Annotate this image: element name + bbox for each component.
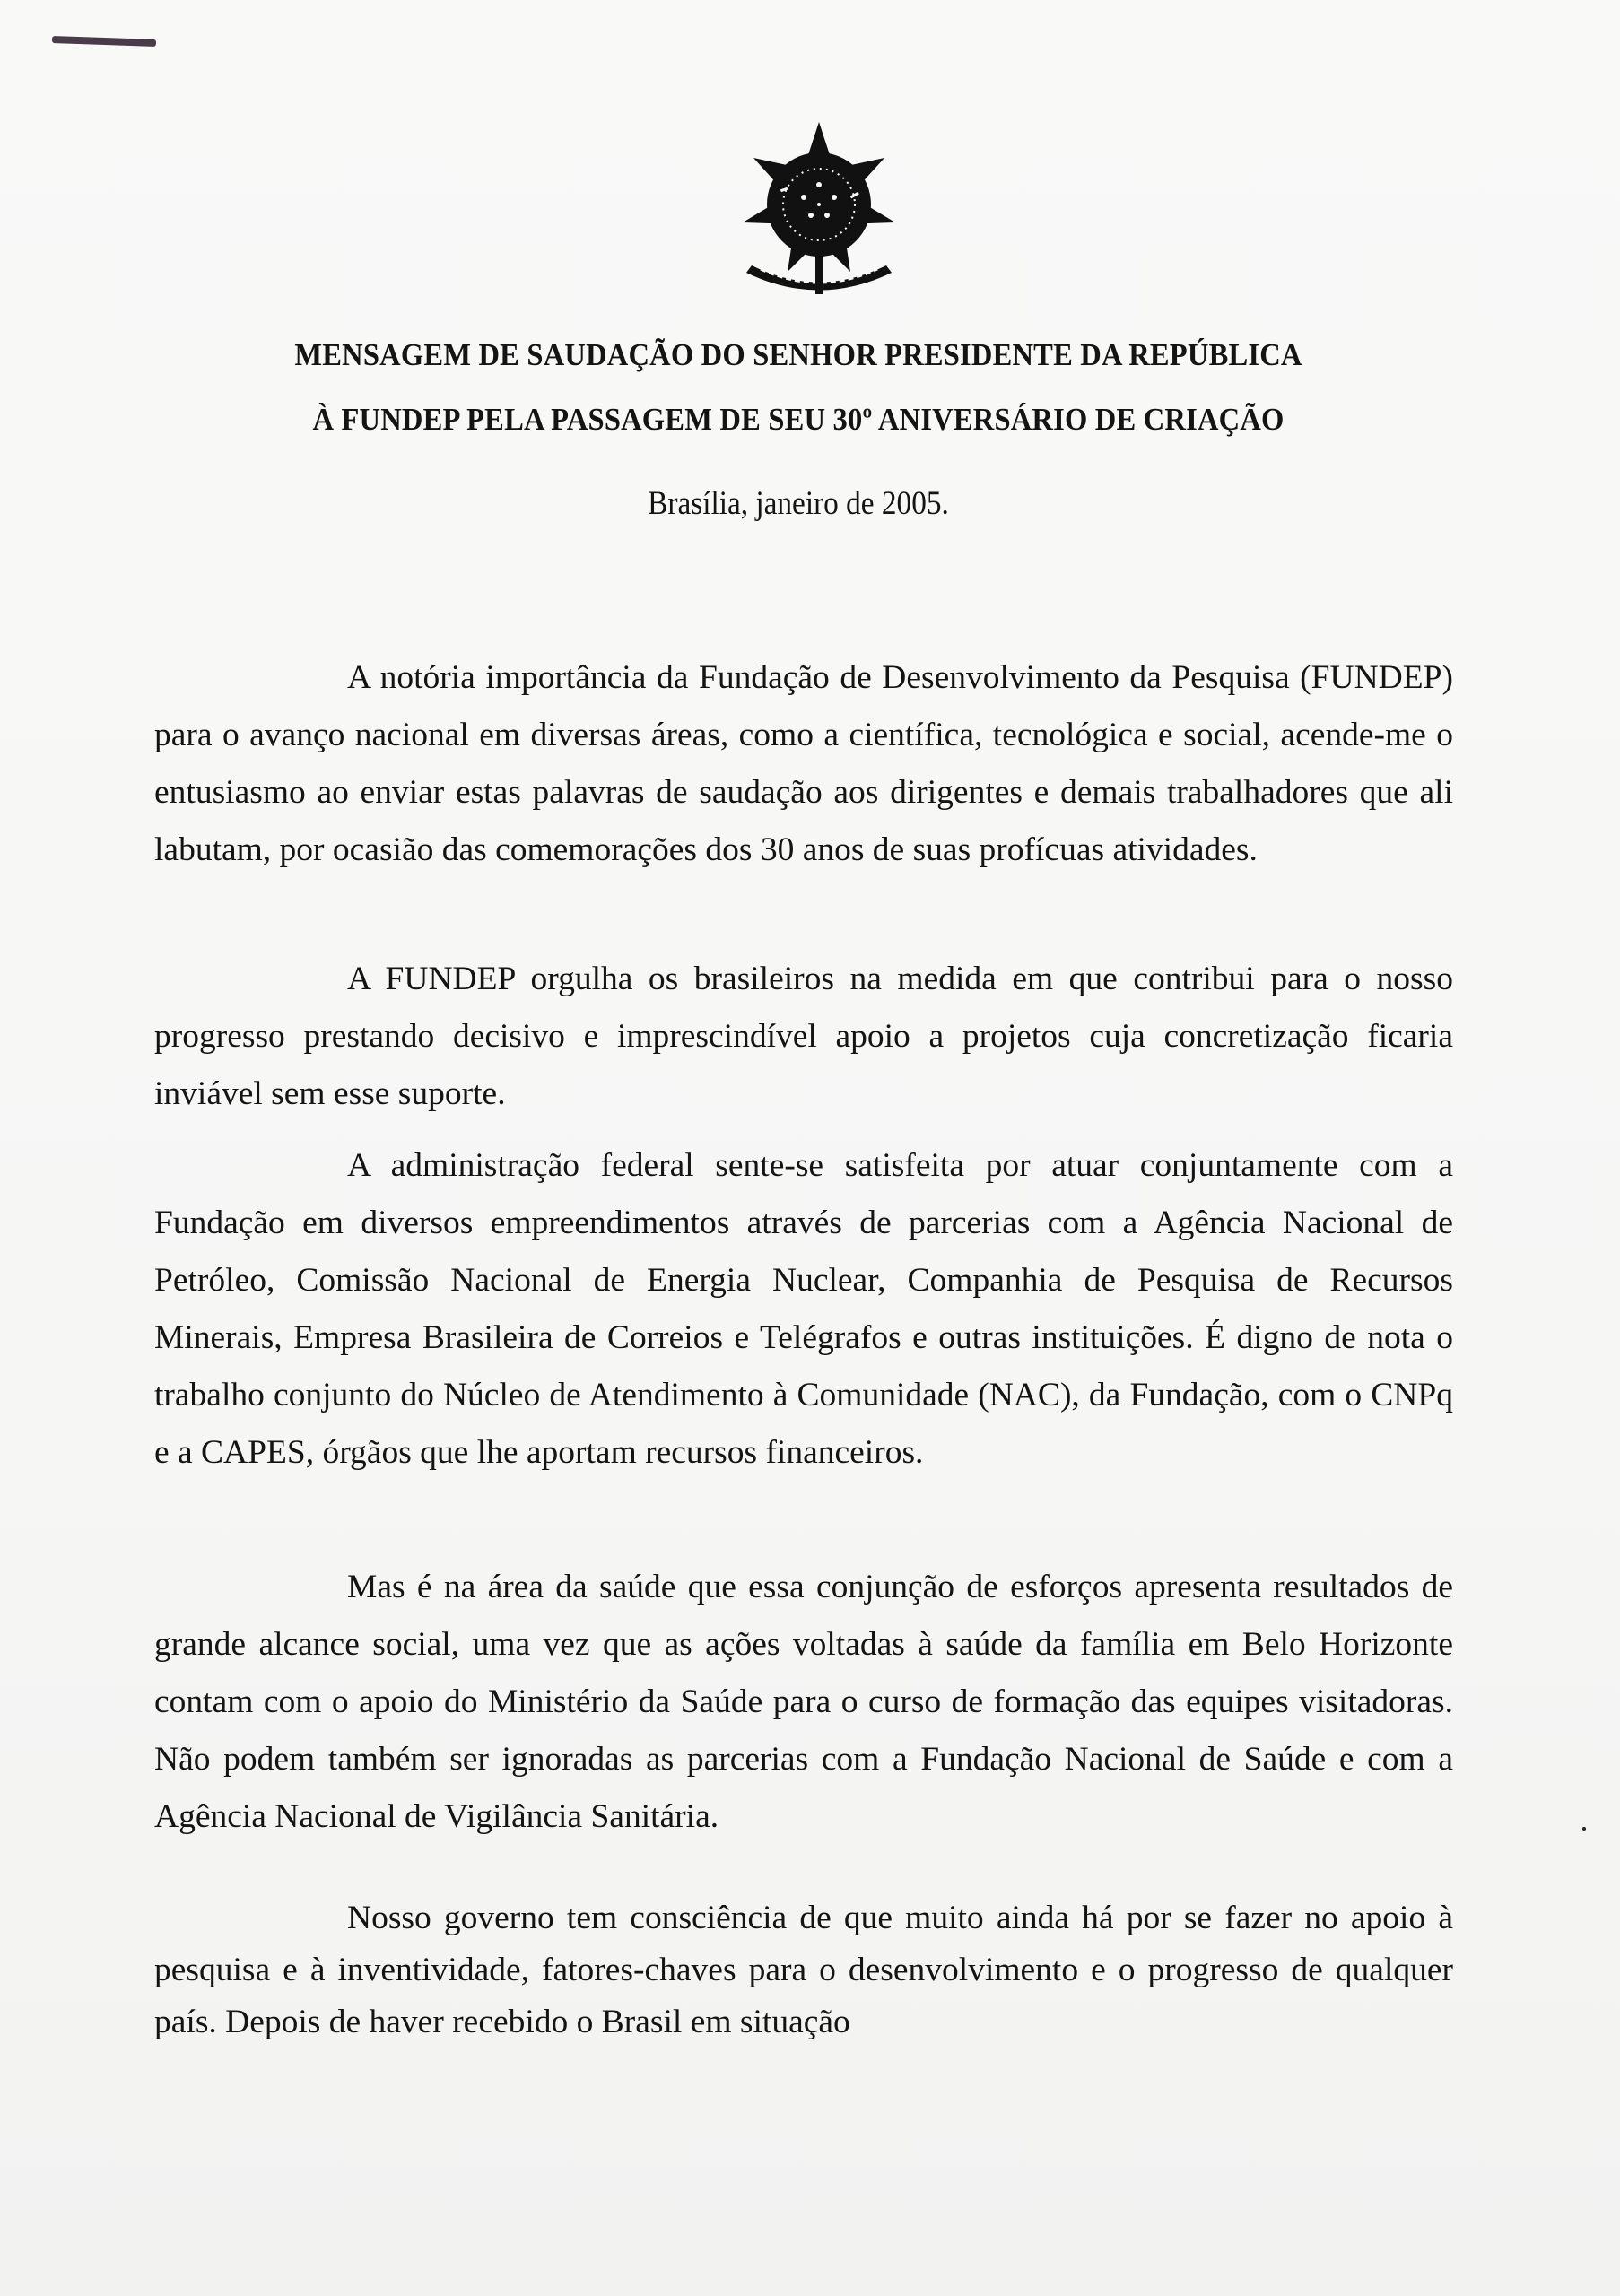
paragraph: A notória importância da Fundação de Desenvolvimento da Pesquisa (FUNDEP) para o avanço nacional em diversas áreas, como a científica, tecnológica e social, acende-me o entusiasmo ao enviar estas palavras de saudação aos dirigentes e demais trabalhadores que ali labutam, por ocasião das comemorações dos 30 anos de suas profícuas atividades. [154, 658, 1453, 868]
paragraph: A administração federal sente-se satisfeita por atuar conjuntamente com a Fundação em diversos empreendimentos através de parcerias com a Agência Nacional de Petróleo, Comissão Nacional de Energia Nuclear, Companhia de Pesquisa de Recursos Minerais, Empresa Brasileira de Correios e Telégrafos e outras instituições. É digno de nota o trabalho conjunto do Núcleo de Atendimento à Comunidade (NAC), da Fundação, com o CNPq e a CAPES, órgãos que lhe aportam recursos financeiros. [154, 1146, 1453, 1471]
heading-line-1: MENSAGEM DE SAUDAÇÃO DO SENHOR PRESIDENTE DA REPÚBLICA [294, 337, 1302, 372]
paragraph: Mas é na área da saúde que essa conjunção de esforços apresenta resultados de grande alcance social, uma vez que as ações voltadas à saúde da família em Belo Horizonte contam com o apoio do Ministério da Saúde para o curso de formação das equipes visitadoras. Não podem também ser ignoradas as parcerias com a Fundação Nacional de Saúde e com a Agência Nacional de Vigilância Sanitária. [154, 1568, 1453, 1835]
place-date: Brasília, janeiro de 2005. [648, 485, 949, 522]
pen-mark [52, 36, 156, 47]
stray-mark [1582, 1827, 1586, 1831]
paragraph: A FUNDEP orgulha os brasileiros na medida em que contribui para o nosso progresso prestando decisivo e imprescindível apoio a projetos cuja concretização ficaria inviável sem esse suporte. [154, 960, 1453, 1112]
heading-line-2: À FUNDEP PELA PASSAGEM DE SEU 30º ANIVERSÁRIO DE CRIAÇÃO [312, 402, 1285, 437]
paragraph: Nosso governo tem consciência de que muito ainda há por se fazer no apoio à pesquisa e à inventividade, fatores-chaves para o desenvolvimento e o progresso de qualquer país. Depois de haver recebido o Brasil em situação [154, 1899, 1453, 2040]
coat-of-arms-icon [725, 115, 913, 303]
